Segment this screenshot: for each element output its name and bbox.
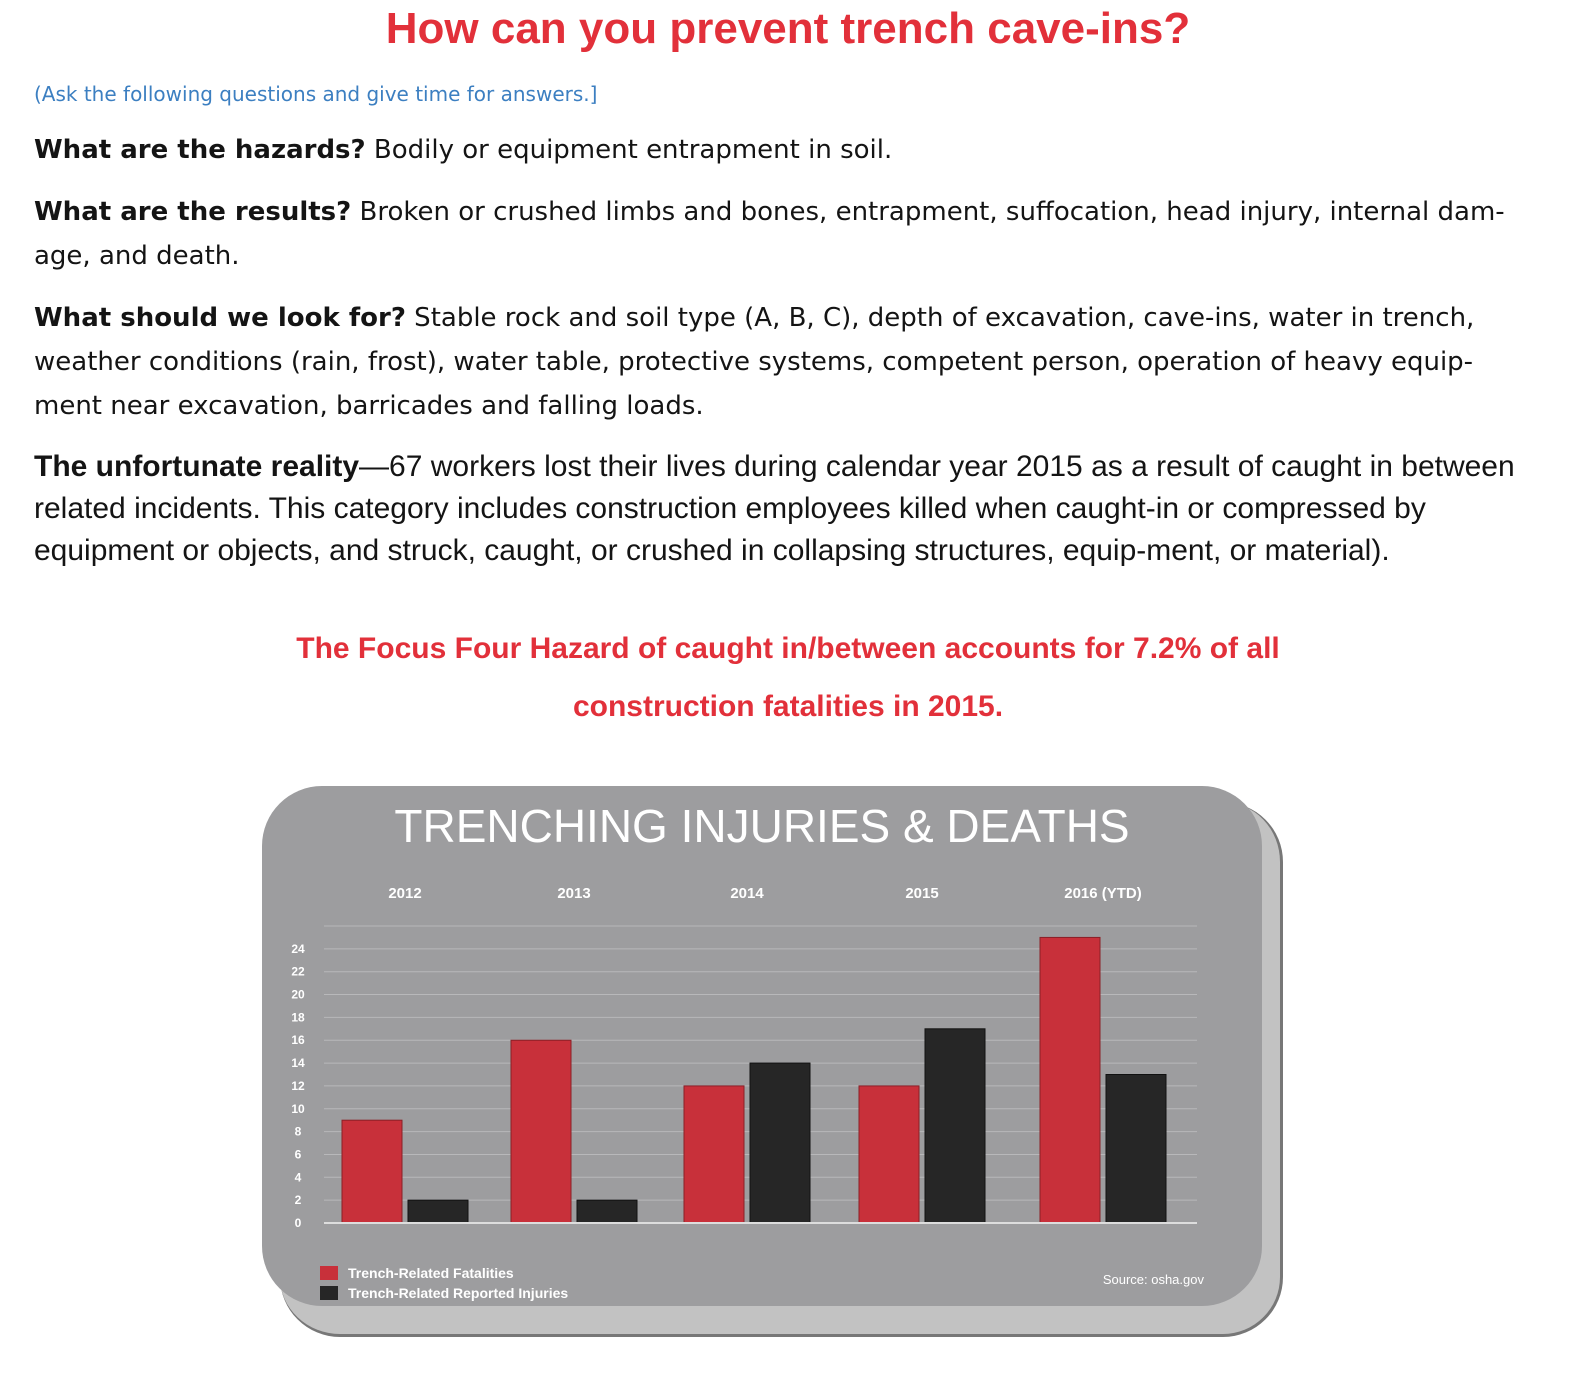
hazards-question: What are the hazards? (34, 135, 366, 165)
y-tick-label: 2 (294, 1193, 302, 1208)
look-for-paragraph (34, 296, 1534, 428)
chart-title: TRENCHING INJURIES & DEATHS (394, 800, 1130, 852)
y-tick-label: 20 (291, 987, 305, 1002)
trenching-bar-chart (262, 786, 1262, 1306)
category-label: 2016 (YTD) (1064, 885, 1142, 902)
y-tick-label: 6 (294, 1147, 302, 1162)
look-for-question: What should we look for? (34, 303, 406, 333)
y-tick-label: 0 (294, 1216, 302, 1230)
reality-text: —67 workers lost their lives during calendar year 2015 as a result of caught in between related incidents. This category includes construction employees killed when caught-in or compressed by equipment or objects, and struck, caught, or crushed in collapsing structures, equip-ment, or material). (34, 450, 1515, 567)
fatalities-bar (1040, 937, 1100, 1223)
hazards-answer: Bodily or equipment entrapment in soil. (365, 135, 893, 165)
injuries-bar (925, 1029, 985, 1223)
y-tick-label: 16 (291, 1033, 305, 1048)
results-paragraph (34, 190, 1534, 278)
legend-label-injuries: Trench-Related Reported Injuries (348, 1285, 569, 1301)
page-title: How can you prevent trench cave-ins? (385, 4, 1191, 53)
y-tick-label: 12 (291, 1078, 305, 1093)
y-tick-label: 24 (291, 941, 305, 956)
fatalities-bar (511, 1040, 571, 1223)
category-label: 2013 (557, 885, 591, 902)
look-for-answer: Stable rock and soil type (A, B, C), depth of excavation, cave-ins, water in trench, weather conditions (rain, frost), water table, protective systems, competent person, operation of heavy equip-ment near excavation, barricades and falling loads. (34, 303, 1475, 421)
legend-swatch-injuries (320, 1286, 338, 1300)
y-tick-label: 14 (291, 1056, 305, 1071)
injuries-bar (408, 1200, 468, 1223)
category-label: 2014 (730, 885, 764, 902)
category-label: 2012 (388, 885, 422, 902)
reality-paragraph (34, 446, 1544, 572)
results-question: What are the results? (34, 197, 352, 227)
chart-source: Source: osha.gov (1102, 1272, 1204, 1287)
injuries-bar (577, 1200, 637, 1223)
trenching-chart-card (262, 786, 1262, 1306)
y-tick-label: 8 (294, 1124, 302, 1139)
y-tick-label: 22 (291, 964, 305, 979)
fatalities-bar (684, 1086, 744, 1223)
instruction-note: (Ask the following questions and give time for answers.] (34, 82, 598, 106)
focus-four-highlight-line1: The Focus Four Hazard of caught in/between accounts for 7.2% of all (296, 632, 1280, 665)
injuries-bar (750, 1063, 810, 1223)
focus-four-highlight-line2: construction fatalities in 2015. (572, 690, 1004, 723)
fatalities-bar (859, 1086, 919, 1223)
y-tick-label: 10 (291, 1101, 305, 1116)
y-tick-label: 4 (294, 1170, 302, 1185)
results-answer: Broken or crushed limbs and bones, entrapment, suffocation, head injury, internal dam-age, and death. (34, 197, 1505, 271)
legend-swatch-fatalities (320, 1266, 338, 1280)
fatalities-bar (342, 1120, 402, 1223)
category-label: 2015 (905, 885, 939, 902)
injuries-bar (1106, 1075, 1166, 1224)
legend-label-fatalities: Trench-Related Fatalities (348, 1265, 514, 1281)
hazards-paragraph (34, 128, 1534, 172)
reality-lead: The unfortunate reality (34, 450, 360, 483)
y-tick-label: 18 (291, 1010, 305, 1025)
